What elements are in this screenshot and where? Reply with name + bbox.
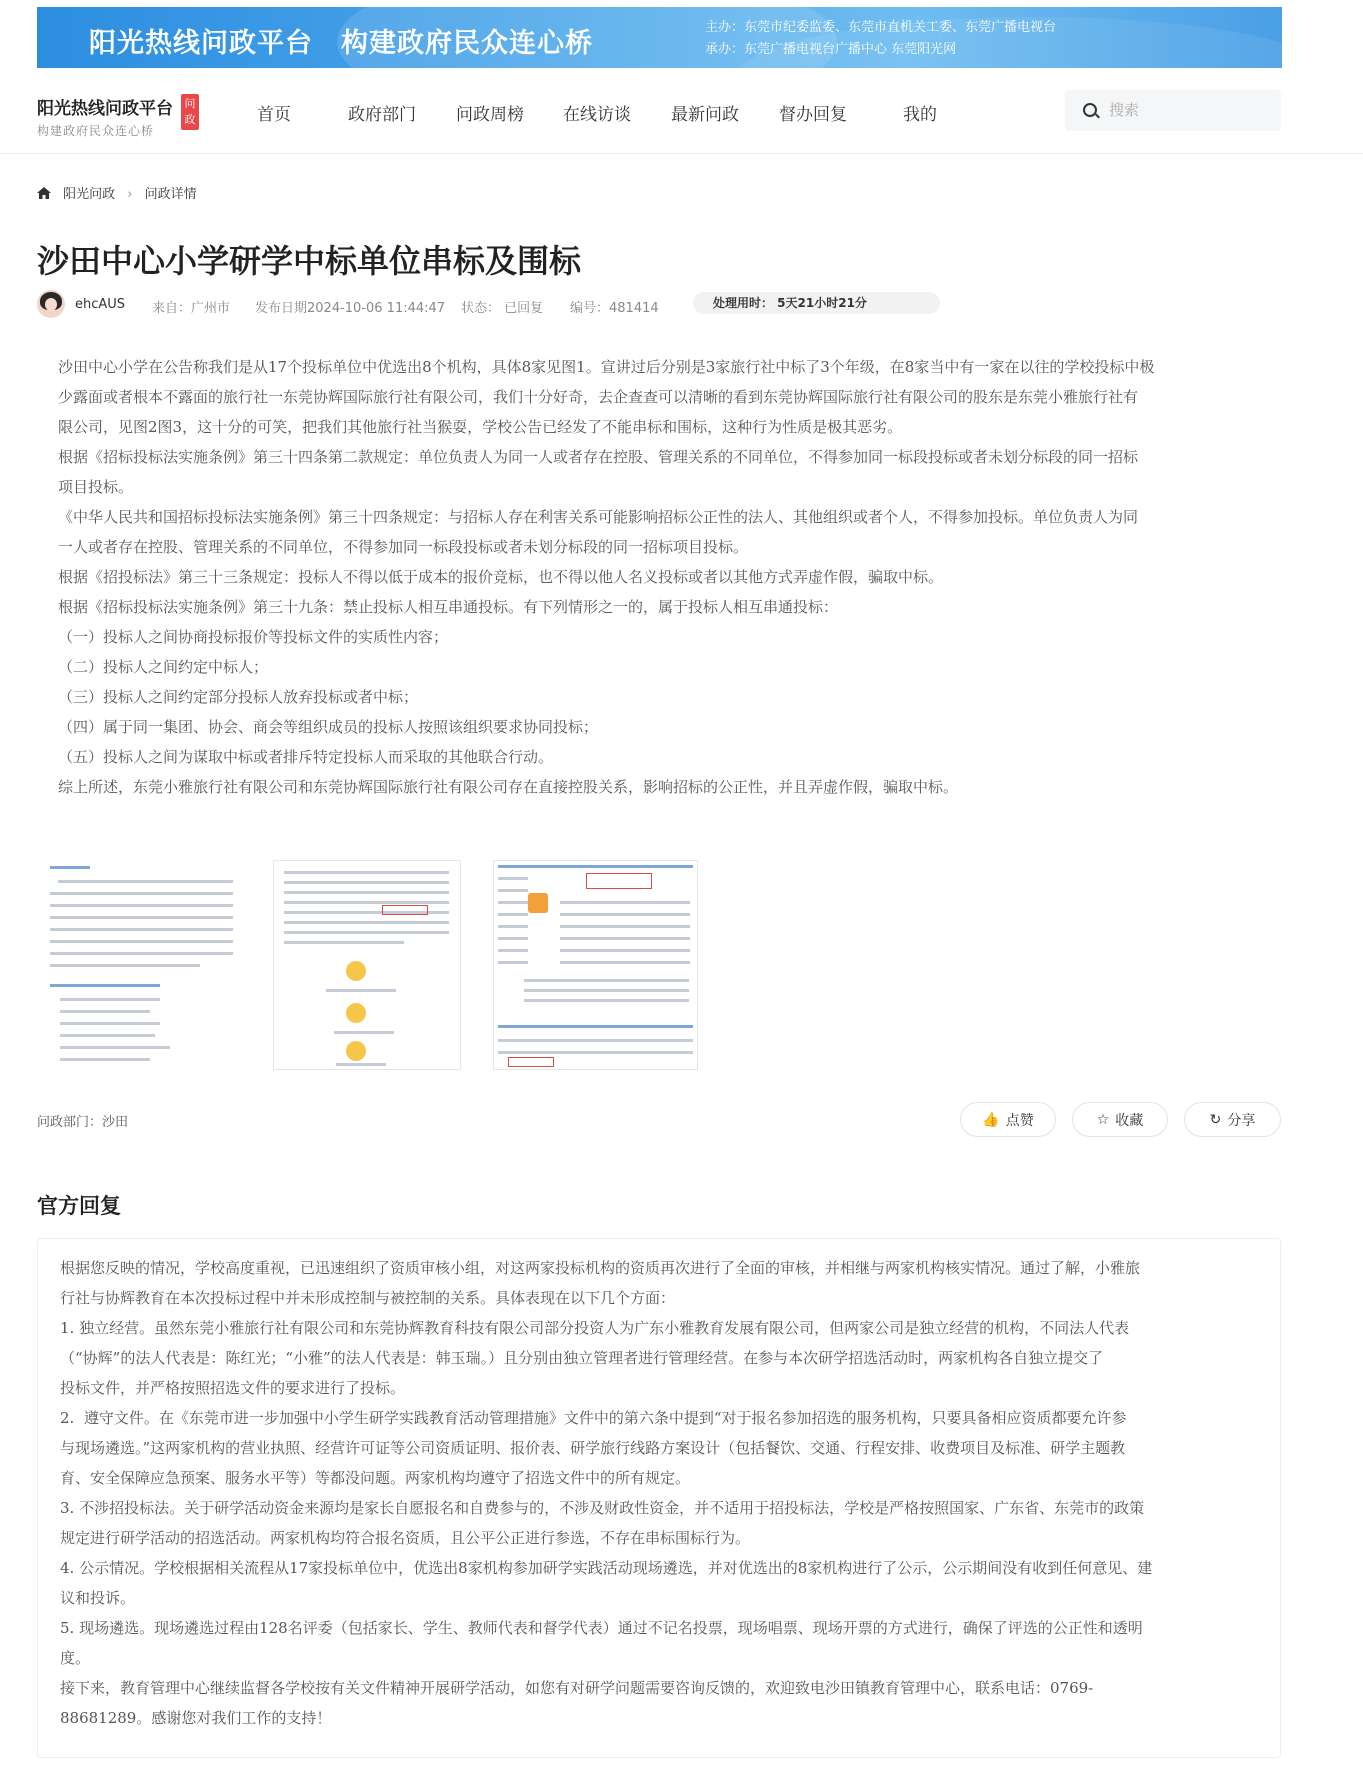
- post-department: 问政部门：沙田: [37, 1115, 129, 1130]
- content-paragraph: （四）属于同一集团、协会、商会等组织成员的投标人按照该组织要求协同投标；: [58, 718, 599, 736]
- banner-title: 阳光热线问政平台 构建政府民众连心桥: [89, 28, 593, 59]
- content-paragraph: （五）投标人之间为谋取中标或者排斥特定投标人而采取的其他联合行动。: [58, 748, 554, 766]
- official-reply-box: [37, 1238, 1281, 1758]
- nav-supervised-replies[interactable]: 督办回复: [779, 105, 847, 125]
- post-meta: [37, 290, 1037, 320]
- banner-sponsor: 主办：东莞市纪委监委、东莞市直机关工委、东莞广播电视台: [705, 20, 1057, 35]
- avatar-face: [45, 298, 57, 311]
- content-paragraph: 沙田中心小学在公告称我们是从17个投标单位中优选出8个机构，具体8家见图1。宣讲过后分别是3家旅行社中标了3个年级，在8家当中有一家在以往的学校投标中极 少露面或者根本不露面的旅行社一东莞协辉国际旅行社有限公司，我们十分好奇，去企查查可以清晰的看到东莞协辉国际旅行社有限公司的股东是东莞小雅旅行社有 限公司，见图2图3，这十分的可笑，把我们其他旅行社当猴耍，学校公告已经发了不能串标和围标，这种行为性质是极其恶劣。: [58, 358, 1155, 436]
- reply-paragraph: 2. 遵守文件。在《东莞市进一步加强中小学生研学实践教育活动管理措施》文件中的第六条中提到“对于报名参加招选的服务机构，只要具备相应资质都要允许参 与现场遴选。”这两家机构的营业执照、经营许可证等公司资质证明、报价表、研学旅行线路方案设计（包括餐饮、交通、行程安排、收费项目及标准、研学主题教 育、安全保障应急预案、服务水平等）等都没问题。两家机构均遵守了招选文件中的所有规定。: [60, 1409, 1127, 1487]
- site-header: [0, 80, 1363, 154]
- author-name[interactable]: ehcAUS: [75, 297, 126, 312]
- search-input[interactable]: [1109, 98, 1269, 122]
- reply-paragraph: 根据您反映的情况，学校高度重视，已迅速组织了资质审核小组，对这两家投标机构的资质再次进行了全面的审核，并相继与两家机构核实情况。通过了解，小雅旅 行社与协辉教育在本次投标过程中并未形成控制与被控制的关系。具体表现在以下几个方面：: [60, 1259, 1141, 1307]
- nav-latest[interactable]: 最新问政: [671, 105, 739, 125]
- like-button[interactable]: [960, 1102, 1056, 1137]
- reply-paragraph: 5. 现场遴选。现场遴选过程由128名评委（包括家长、学生、教师代表和督学代表）通过不记名投票，现场唱票、现场开票的方式进行，确保了评选的公正性和透明 度。: [60, 1619, 1143, 1667]
- content-paragraph: 根据《招标投标法实施条例》第三十四条第二款规定：单位负责人为同一人或者存在控股、管理关系的不同单位，不得参加同一标段投标或者未划分标段的同一招标 项目投标。: [58, 448, 1139, 496]
- official-reply-heading: 官方回复: [37, 1194, 121, 1218]
- search-box[interactable]: [1065, 90, 1281, 131]
- favorite-label: 收藏: [1115, 1112, 1144, 1129]
- reply-paragraph: 3. 不涉招投标法。关于研学活动资金来源均是家长自愿报名和自费参与的，不涉及财政性资金，并不适用于招投标法，学校是严格按照国家、广东省、东莞市的政策 规定进行研学活动的招选活动。两家机构均符合报名资质，且公平公正进行参选，不存在串标围标行为。: [60, 1499, 1145, 1547]
- processing-time-badge: 处理用时： 5天21小时21分: [693, 292, 940, 314]
- breadcrumb-current: 问政详情: [144, 187, 197, 202]
- post-date: 发布日期2024-10-06 11:44:47: [255, 301, 446, 316]
- official-reply-content: [60, 1253, 1260, 1733]
- content-paragraph: （二）投标人之间约定中标人；: [58, 658, 269, 676]
- post-source: 来自：广州市: [152, 301, 231, 316]
- top-banner: [37, 7, 1282, 68]
- star-icon: ☆: [1096, 1111, 1110, 1128]
- banner-organizer: 承办：东莞广播电视台广播中心 东莞阳光网: [705, 42, 957, 57]
- site-logo[interactable]: [37, 94, 207, 144]
- share-button[interactable]: [1184, 1102, 1281, 1137]
- attachment-image-2[interactable]: [273, 860, 461, 1070]
- reply-paragraph: 1. 独立经营。虽然东莞小雅旅行社有限公司和东莞协辉教育科技有限公司部分投资人为广东小雅教育发展有限公司，但两家公司是独立经营的机构，不同法人代表 （“协辉”的法人代表是：陈红光；“小雅”的法人代表是：韩玉瑞。）且分别由独立管理者进行管理经营。在参与本次研学招选活动时，两家机构各自独立提交了 投标文件，并严格按照招选文件的要求进行了投标。: [60, 1319, 1130, 1397]
- like-label: 点赞: [1005, 1112, 1034, 1129]
- content-paragraph: 《中华人民共和国招标投标法实施条例》第三十四条规定：与招标人存在利害关系可能影响招标公正性的法人、其他组织或者个人，不得参加投标。单位负责人为同 一人或者存在控股、管理关系的不同单位，不得参加同一标段投标或者未划分标段的同一招标项目投标。: [58, 508, 1139, 556]
- logo-name: 阳光热线问政平台: [37, 99, 173, 119]
- search-icon[interactable]: [1083, 103, 1097, 117]
- content-paragraph: 根据《招投标法》第三十三条规定：投标人不得以低于成本的报价竞标，也不得以他人名义投标或者以其他方式弄虚作假，骗取中标。: [58, 568, 944, 586]
- nav-home[interactable]: 首页: [257, 105, 291, 125]
- page-title: 沙田中心小学研学中标单位串标及围标: [37, 242, 582, 280]
- post-status: 状态： 已回复: [461, 301, 544, 316]
- content-paragraph: （一）投标人之间协商投标报价等投标文件的实质性内容；: [58, 628, 449, 646]
- attachment-image-3[interactable]: [493, 860, 698, 1070]
- share-icon: ↻: [1209, 1111, 1222, 1128]
- avatar[interactable]: [37, 290, 65, 318]
- nav-online-interview[interactable]: 在线访谈: [563, 105, 631, 125]
- nav-mine[interactable]: 我的: [903, 105, 937, 125]
- nav-government-departments[interactable]: 政府部门: [348, 105, 416, 125]
- breadcrumb: [37, 183, 197, 202]
- reply-paragraph: 4. 公示情况。学校根据相关流程从17家投标单位中，优选出8家机构参加研学实践活动现场遴选，并对优选出的8家机构进行了公示，公示期间没有收到任何意见、建 议和投诉。: [60, 1559, 1153, 1607]
- logo-slogan: 构建政府民众连心桥: [37, 124, 155, 138]
- post-number: 编号：481414: [570, 301, 659, 316]
- chevron-right-icon: ›: [127, 187, 133, 202]
- attachment-image-1[interactable]: [48, 860, 238, 1070]
- content-paragraph: （三）投标人之间约定部分投标人放弃投标或者中标；: [58, 688, 419, 706]
- content-paragraph: 根据《招标投标法实施条例》第三十九条：禁止投标人相互串通投标。有下列情形之一的，属于投标人相互串通投标：: [58, 598, 839, 616]
- favorite-button[interactable]: [1072, 1102, 1168, 1137]
- content-paragraph: 综上所述，东莞小雅旅行社有限公司和东莞协辉国际旅行社有限公司存在直接控股关系，影响招标的公正性，并且弄虚作假，骗取中标。: [58, 778, 959, 796]
- reply-paragraph: 接下来，教育管理中心继续监督各学校按有关文件精神开展研学活动，如您有对研学问题需要咨询反馈的，欢迎致电沙田镇教育管理中心，联系电话：0769- 88681289。感谢您对我们工作的支持！: [60, 1679, 1094, 1727]
- thumbs-up-icon: 👍: [982, 1111, 1000, 1128]
- nav-weekly-ranking[interactable]: 问政周榜: [456, 105, 524, 125]
- logo-badge: 问政: [181, 94, 199, 130]
- breadcrumb-home[interactable]: 阳光问政: [63, 187, 116, 202]
- share-label: 分享: [1227, 1112, 1256, 1129]
- home-icon: [37, 187, 51, 199]
- banner-sponsor-info: [705, 17, 1056, 61]
- post-content: [58, 352, 1258, 802]
